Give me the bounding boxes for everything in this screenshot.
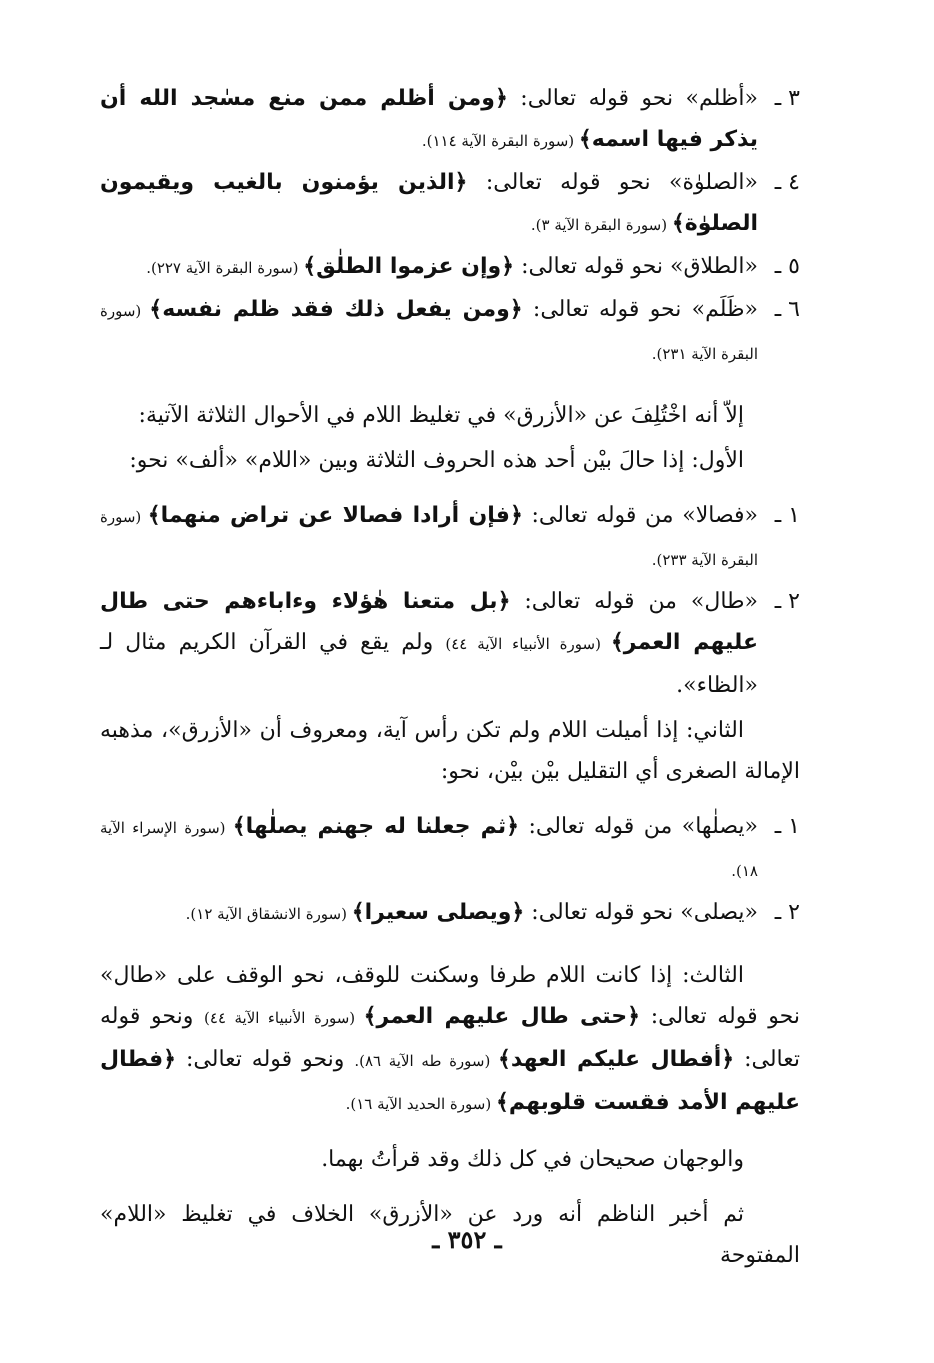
surah-reference: (سورة البقرة الآية ٢٣٣). (100, 508, 758, 569)
item-word: «ظَلَم» (691, 297, 758, 322)
surah-reference: (سورة الحديد الآية ١٦). (345, 1095, 496, 1113)
item-intro: نحو قوله تعالى: (467, 170, 670, 195)
surah-reference: (سورة الأنبياء الآية ٤٤) (445, 635, 611, 653)
quran-quote: ﴿الذين يؤمنون بالغيب ويقيمون الصلوٰة﴾ (100, 170, 758, 236)
item-intro: من قوله تعالى: (519, 814, 682, 839)
item-word: «يصلى» (680, 900, 758, 925)
item-word: «أظلم» (685, 86, 758, 111)
paragraph-first-case: الأول: إذا حالَ بيْن أحد هذه الحروف الثلاثة وبين «اللام» «ألف» نحو: (129, 448, 744, 473)
item-word: «طال» (690, 589, 758, 614)
item-number: ٤ ـ (774, 170, 800, 195)
list-item (100, 78, 800, 162)
list-item (100, 806, 800, 892)
paragraph-third-case (100, 955, 800, 1125)
item-word: «فصالا» (682, 503, 758, 528)
quran-quote: ﴿ويصلى سعيرا﴾ (351, 900, 525, 925)
paragraph-exception: إلاّ أنه اخْتُلِفَ عن «الأزرق» في تغليظ اللام في الأحوال الثلاثة الآتية: (138, 403, 744, 428)
quran-quote: ﴿وإن عزموا الطلٰق﴾ (303, 254, 515, 279)
third-case-text: ونحو قوله تعالى: (100, 1004, 800, 1072)
item-word: «الطلاق» (670, 254, 758, 279)
list-item (100, 162, 800, 246)
item-intro: من قوله تعالى: (510, 589, 691, 614)
quran-quote: ﴿حتى طال عليهم العمر﴾ (363, 1004, 641, 1029)
surah-reference: (سورة البقرة الآية ٢٢٧). (146, 259, 304, 277)
item-intro: نحو قوله تعالى: (514, 254, 671, 279)
page-number: ـ ٣٥٢ ـ (432, 1225, 502, 1254)
surah-reference: (سورة البقرة الآية ٣). (530, 216, 672, 234)
list-item (100, 892, 800, 935)
list-item (100, 495, 800, 581)
list-item (100, 246, 800, 289)
item-number: ٥ ـ (774, 254, 800, 279)
surah-reference: (سورة البقرة الآية ٢٣١). (100, 302, 758, 363)
item-number: ٢ ـ (774, 900, 800, 925)
surah-reference: (سورة الإسراء الآية ١٨). (100, 819, 758, 880)
paragraph-second-case: الثاني: إذا أميلت اللام ولم تكن رأس آية، ومعروف أن «الأزرق»، مذهبه الإمالة الصغرى أي التقليل بيْن بيْن، نحو: (100, 718, 800, 784)
item-number: ١ ـ (774, 503, 800, 528)
third-case-text: الثالث: إذا كانت اللام طرفا وسكنت للوقف، نحو الوقف على «طال» نحو قوله تعالى: (100, 963, 800, 1029)
quran-quote: ﴿فطال عليهم الأمد فقست قلوبهم﴾ (100, 1047, 800, 1115)
paragraph-continuation: ثم أخبر الناظم أنه ورد عن «الأزرق» الخلاف في تغليظ «اللام» المفتوحة (100, 1202, 800, 1268)
quran-quote: ﴿ومن يفعل ذلك فقد ظلم نفسه﴾ (149, 297, 523, 322)
third-case-text: ونحو قوله تعالى: (176, 1047, 355, 1072)
surah-reference: (سورة البقرة الآية ١١٤). (421, 132, 579, 150)
item-number: ٦ ـ (774, 297, 800, 322)
quran-quote: ﴿ومن أظلم ممن منع مسٰجد الله أن يذكر فيها اسمه﴾ (100, 86, 758, 152)
quran-quote: ﴿فإن أرادا فصالا عن تراض منهما﴾ (147, 503, 523, 528)
quran-quote: ﴿أفطال عليكم العهد﴾ (498, 1047, 735, 1072)
item-note: ولم يقع في القرآن الكريم مثال لـ «الظاء». (100, 630, 758, 698)
item-number: ٣ ـ (774, 86, 800, 111)
surah-reference: (سورة الانشقاق الآية ١٢). (185, 905, 352, 923)
item-intro: من قوله تعالى: (522, 503, 683, 528)
list-item (100, 581, 800, 706)
item-intro: نحو قوله تعالى: (522, 297, 692, 322)
quran-quote: ﴿بل متعنا هٰؤلاء وءاباءهم حتى طال عليهم العمر﴾ (100, 589, 759, 655)
item-word: «الصلوٰة» (669, 170, 759, 195)
item-word: «يصلٰها» (681, 814, 759, 839)
surah-reference: (سورة طه الآية ٨٦). (354, 1052, 499, 1070)
quran-quote: ﴿ثم جعلنا له جهنم يصلٰها﴾ (232, 814, 520, 839)
item-intro: نحو قوله تعالى: (524, 900, 681, 925)
surah-reference: (سورة الأنبياء الآية ٤٤) (204, 1009, 364, 1027)
item-number: ٢ ـ (774, 589, 800, 614)
item-intro: نحو قوله تعالى: (507, 86, 686, 111)
paragraph-both-valid: والوجهان صحيحان في كل ذلك وقد قرأتُ بهما. (321, 1147, 744, 1172)
list-item (100, 289, 800, 375)
page-body (100, 78, 800, 1276)
item-number: ١ ـ (774, 814, 800, 839)
